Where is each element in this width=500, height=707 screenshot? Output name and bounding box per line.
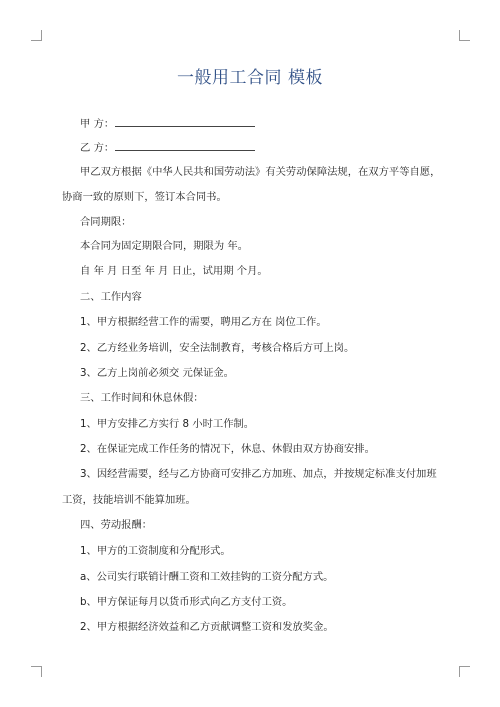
document-title: 一般用工合同 模板 [177,68,323,88]
clause-line: b、甲方保证每月以货币形式向乙方支付工资。 [80,596,293,608]
clause-line: 3、乙方上岗前必须交 元保证金。 [80,367,234,379]
clause-line: 2、甲方根据经济效益和乙方贡献调整工资和发放奖金。 [80,621,334,633]
clause-line: a、公司实行联销计酬工资和工效挂钩的工资分配方式。 [80,571,334,583]
clause-line: 工资，技能培训不能算加班。 [62,494,196,506]
section-heading: 合同期限： [80,216,132,228]
section-heading: 三、工作时间和休息休假： [80,392,204,404]
paragraph-line: 甲乙双方根据《中华人民共和国劳动法》有关劳动保障法规，在双方平等自愿， [80,166,441,178]
party-a-line [80,116,460,131]
paragraph-line: 自 年 月 日至 年 月 日止，试用期 个月。 [80,265,268,277]
party-a-label: 甲 方： [80,118,115,130]
party-a-blank [115,116,255,127]
party-b-line [80,140,460,155]
party-b-label: 乙 方： [80,142,115,154]
section-heading: 四、劳动报酬： [80,519,153,531]
paragraph-line: 本合同为固定期限合同，期限为 年。 [80,240,249,252]
crop-mark-top-right [459,30,470,41]
crop-mark-bottom-right [459,666,470,677]
party-b-blank [115,140,255,151]
section-heading: 二、工作内容 [80,291,142,303]
crop-mark-top-left [31,30,42,41]
clause-line: 1、甲方根据经营工作的需要，聘用乙方在 岗位工作。 [80,316,327,328]
clause-line: 1、甲方的工资制度和分配形式。 [80,545,231,557]
clause-line: 1、甲方安排乙方实行 8 小时工作制。 [80,418,255,430]
clause-line: 3、因经营需要，经与乙方协商可安排乙方加班、加点，并按规定标准支付加班 [80,468,437,480]
crop-mark-bottom-left [31,666,42,677]
paragraph-line: 协商一致的原则下，签订本合同书。 [62,191,227,203]
clause-line: 2、乙方经业务培训，安全法制教育，考核合格后方可上岗。 [80,342,355,354]
clause-line: 2、在保证完成工作任务的情况下，休息、休假由双方协商安排。 [80,443,375,455]
